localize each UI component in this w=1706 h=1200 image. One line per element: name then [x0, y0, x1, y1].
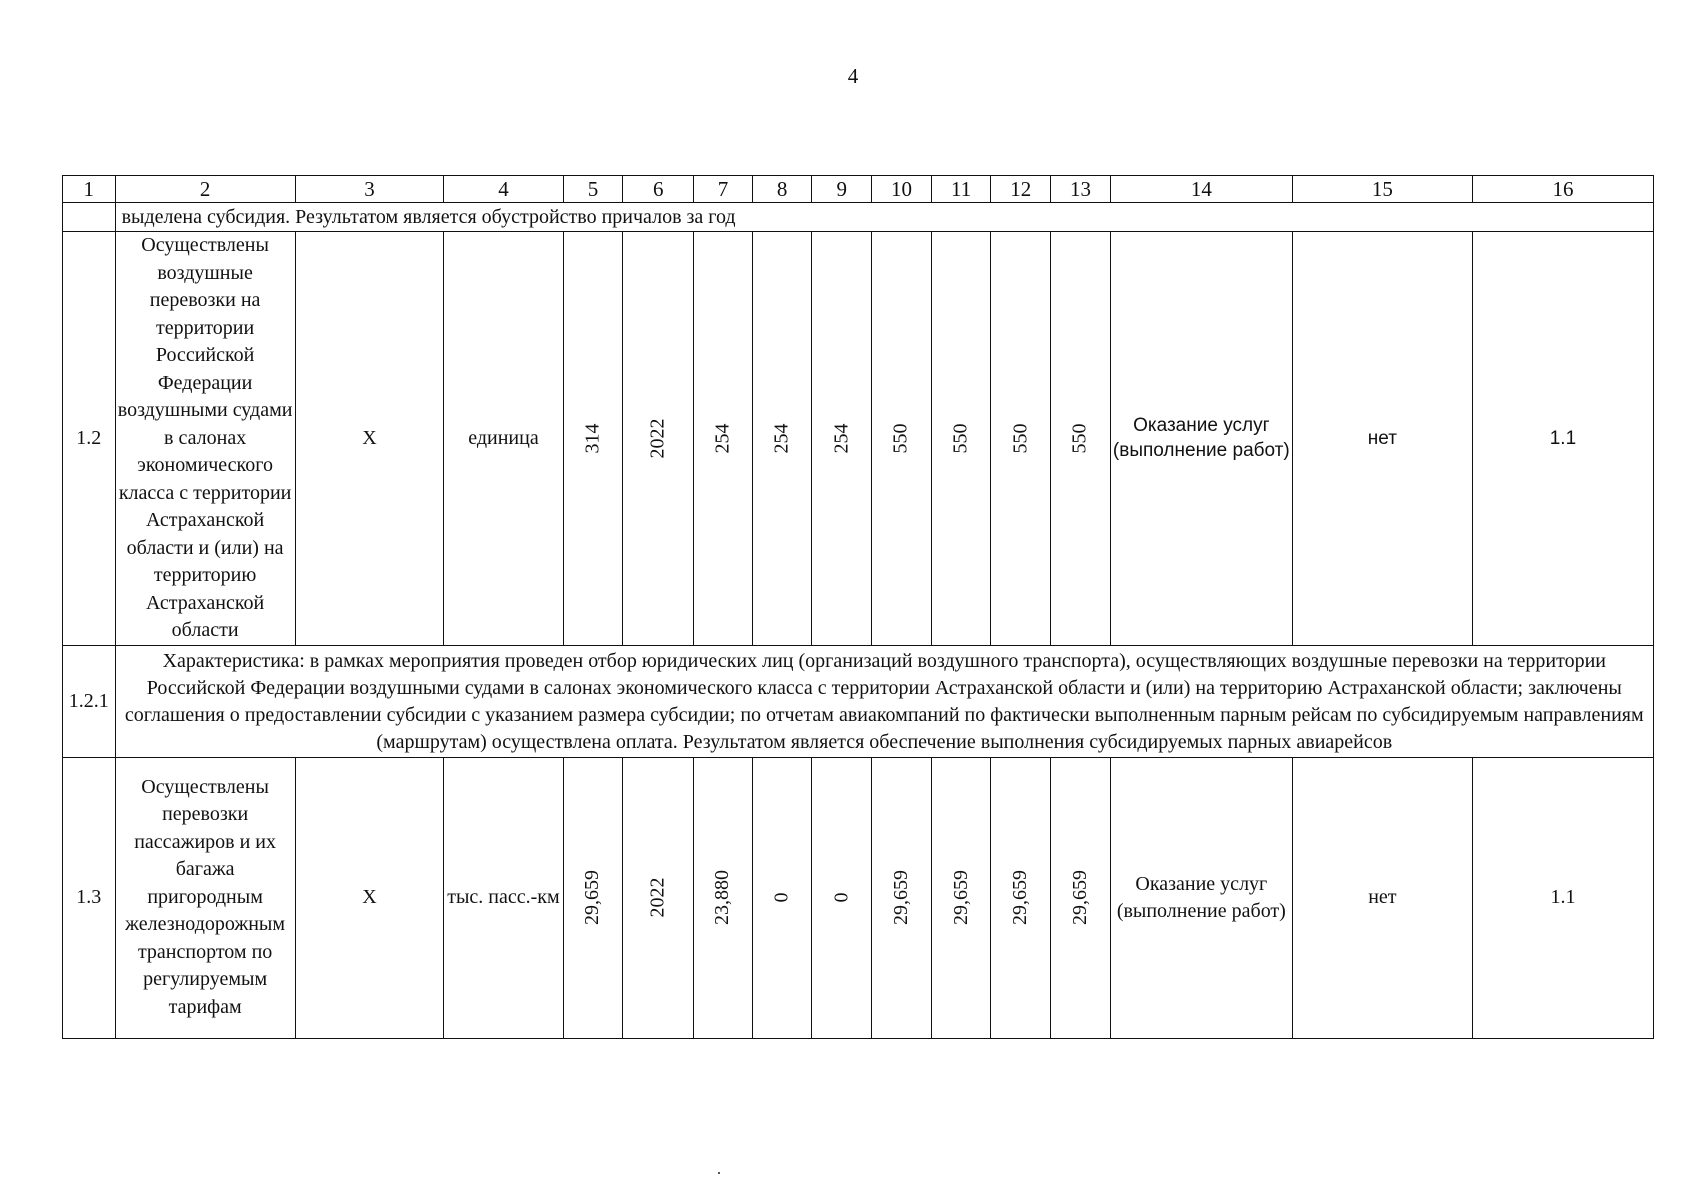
value-11: 29,659: [949, 870, 972, 925]
value-6: 2022: [646, 877, 669, 918]
header-cell: 7: [694, 176, 753, 203]
header-cell: 13: [1051, 176, 1111, 203]
header-cell: 12: [991, 176, 1051, 203]
value-cell: [752, 232, 812, 646]
col15-value: нет: [1292, 232, 1472, 646]
value-cell: [991, 757, 1051, 1038]
header-cell: 15: [1292, 176, 1472, 203]
value-5: 29,659: [581, 870, 604, 925]
value-8: 254: [770, 423, 793, 454]
header-cell: 5: [563, 176, 623, 203]
header-cell: 1: [63, 176, 116, 203]
continuation-text: выделена субсидия. Результатом является обустройство причалов за год: [115, 203, 1653, 232]
header-cell: 16: [1472, 176, 1653, 203]
value-cell: [623, 232, 694, 646]
value-cell: [931, 757, 991, 1038]
value-12: 29,659: [1009, 870, 1032, 925]
row-number: 1.3: [63, 757, 116, 1038]
value-6: 2022: [646, 418, 669, 459]
col16-value: 1.1: [1472, 232, 1653, 646]
unit-value: тыс. пасс.-км: [444, 757, 563, 1038]
value-cell: [872, 757, 932, 1038]
col15-value: нет: [1292, 757, 1472, 1038]
row-number: 1.2: [63, 232, 116, 646]
header-cell: 9: [812, 176, 872, 203]
header-cell: 14: [1110, 176, 1292, 203]
row-name: Осуществлены перевозки пассажиров и их багажа пригородным железнодорожным транспортом по регулируемым тарифам: [115, 757, 295, 1038]
value-7: 254: [711, 423, 734, 454]
row-number: 1.2.1: [63, 645, 116, 757]
value-11: 550: [949, 423, 972, 454]
value-cell: [694, 757, 753, 1038]
value-cell: [563, 757, 623, 1038]
value-12: 550: [1009, 423, 1032, 454]
continuation-row: [63, 203, 1654, 232]
row-name: Осуществлены воздушные перевозки на территории Российской Федерации воздушными судами в салонах экономического класса с территории Астраханской области и (или) на территорию Астраханской области: [115, 232, 295, 646]
header-cell: 3: [295, 176, 444, 203]
table-row: [63, 757, 1654, 1038]
value-cell: [1051, 757, 1111, 1038]
type-value: Оказание услуг (выполнение работ): [1110, 232, 1292, 646]
value-cell: [563, 232, 623, 646]
value-9: 0: [830, 892, 853, 903]
value-8: 0: [770, 892, 793, 903]
header-cell: 8: [752, 176, 812, 203]
header-cell: 2: [115, 176, 295, 203]
type-value: Оказание услуг (выполнение работ): [1110, 757, 1292, 1038]
value-cell: [991, 232, 1051, 646]
page-number: 4: [847, 64, 859, 88]
value-cell: [752, 757, 812, 1038]
value-9: 254: [830, 423, 853, 454]
value-cell: [931, 232, 991, 646]
value-5: 314: [581, 423, 604, 454]
value-cell: [812, 757, 872, 1038]
row-description: Характеристика: в рамках мероприятия проведен отбор юридических лиц (организаций воздушного транспорта), осуществляющих воздушные перевозки на территории Российской Федерации воздушными судами в салонах экономического класса с территории Астраханской области и (или) на территорию Астраханской области; заключены соглашения о предоставлении субсидии с указанием размера субсидии; по отчетам авиакомпаний по фактически выполненным парным рейсам по субсидируемым направлениям (маршрутам) осуществлена оплата. Результатом является обеспечение выполнения субсидируемых парных авиарейсов: [115, 645, 1653, 757]
header-cell: 4: [444, 176, 563, 203]
value-13: 29,659: [1068, 870, 1091, 925]
header-cell: 11: [931, 176, 991, 203]
description-row: [63, 645, 1654, 757]
value-cell: [1051, 232, 1111, 646]
header-row: [63, 176, 1654, 203]
table-row: [63, 232, 1654, 646]
value-7: 23,880: [711, 870, 734, 925]
unit-value: единица: [444, 232, 563, 646]
col3-value: Х: [295, 757, 444, 1038]
value-cell: [872, 232, 932, 646]
value-cell: [812, 232, 872, 646]
value-cell: [694, 232, 753, 646]
value-10: 550: [889, 423, 912, 454]
scan-speck: [718, 1172, 720, 1174]
value-13: 550: [1068, 423, 1091, 454]
value-cell: [623, 757, 694, 1038]
indicators-table: [62, 175, 1654, 1039]
col3-value: Х: [295, 232, 444, 646]
continuation-num-cell: [63, 203, 116, 232]
col16-value: 1.1: [1472, 757, 1653, 1038]
header-cell: 10: [872, 176, 932, 203]
header-cell: 6: [623, 176, 694, 203]
value-10: 29,659: [889, 870, 912, 925]
